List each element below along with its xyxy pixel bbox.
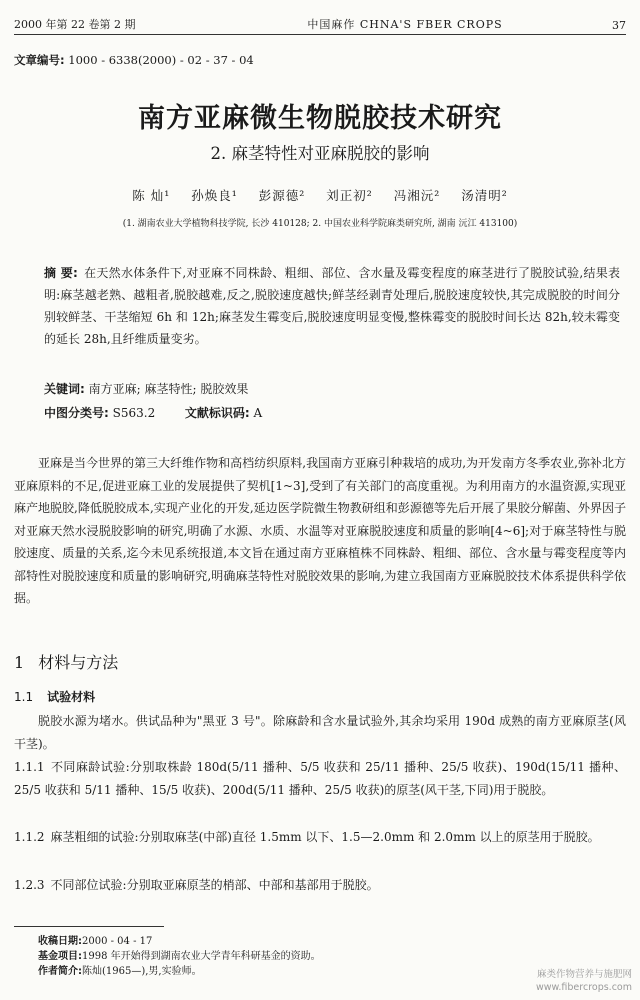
paragraph-number: 1.2.3	[14, 878, 45, 892]
paragraph-text: 不同部位试验:分别取亚麻原茎的梢部、中部和基部用于脱胶。	[50, 878, 379, 892]
clc-value: S563.2	[112, 406, 156, 420]
watermark-name: 麻类作物营养与施肥网	[536, 969, 632, 980]
page-number: 37	[612, 19, 626, 32]
author-list	[0, 186, 640, 204]
subsection-title: 试验材料	[47, 690, 96, 704]
keywords-text: 南方亚麻; 麻茎特性; 脱胶效果	[88, 382, 249, 396]
paragraph-text: 不同麻龄试验:分别取株龄 180d(5/11 播种、5/5 收获和 25/11 播种、25/5 收获)、190d(15/11 播种、25/5 收获和 5/11 播种、15/5 收获)、200d(5/11 播种、25/5 收获)的原茎(风干茎,下同)用于脱胶。	[14, 760, 626, 797]
doc-code-label: 文献标识码:	[184, 406, 250, 420]
author: 刘正初²	[326, 188, 373, 203]
material-paragraph: 脱胶水源为堵水。供试品种为"黑亚 3 号"。除麻龄和含水量试验外,其余均采用 190d 成熟的南方亚麻原茎(风干茎)。	[14, 714, 626, 751]
keywords-label: 关键词:	[44, 382, 85, 396]
journal-name: 中国麻作 CHNA'S FBER CROPS	[307, 18, 503, 31]
intro-paragraph: 亚麻是当今世界的第三大纤维作物和高档纺织原料,我国南方亚麻引种栽培的成功,为开发南方冬季农业,弥补北方亚麻原料的不足,促进亚麻工业的发展提供了契机[1~3],受到了有关部门的高度重视。为利用南方的水温资源,实现亚麻产地脱胶,降低脱胶成本,实现产业化的开发,延边医学院微生物教研组和彭源德等先后开展了果胶分解菌、外界因子对亚麻天然水浸脱胶影响的研究,明确了水源、水质、水温等对亚麻脱胶速度和质量的影响[4~6];对于麻茎特性与脱胶速度、质量的关系,迄今未见系统报道,本文旨在通过南方亚麻植株不同株龄、粗细、部位、含水量与霉变程度等内部特性对脱胶速度和质量的影响研究,明确麻茎特性对脱胶效果的影响,为建立我国南方亚麻脱胶技术体系提供科学依据。	[14, 456, 626, 605]
journal-issue: 2000 年第 22 卷第 2 期	[14, 18, 136, 31]
section-number: 1	[14, 653, 25, 672]
method-paragraph	[14, 826, 626, 849]
section-heading	[14, 650, 118, 673]
footnote: 收稿日期:2000 - 04 - 17	[38, 936, 153, 947]
running-header	[14, 12, 626, 35]
clc-label: 中图分类号:	[44, 406, 109, 420]
abstract-text: 在天然水体条件下,对亚麻不同株龄、粗细、部位、含水量及霉变程度的麻茎进行了脱胶试验,结果表明:麻茎越老熟、越粗者,脱胶越难,反之,脱胶速度越快;鲜茎经剥青处理后,脱胶速度较快,其完成脱胶的时间分别较鲜茎、干茎缩短 6h 和 12h;麻茎发生霉变后,脱胶速度明显变慢,整株霉变的脱胶时间长达 82h,较未霉变的延长 28h,且纤维质量变劣。	[44, 266, 620, 346]
footnote: 基金项目:1998 年开始得到湖南农业大学青年科研基金的资助。	[38, 951, 321, 962]
author: 冯湘沅²	[393, 188, 441, 203]
keywords	[44, 380, 620, 397]
abstract	[44, 262, 620, 350]
author: 孙焕良¹	[191, 188, 238, 203]
author-affiliation: (1. 湖南农业大学植物科技学院, 长沙 410128; 2. 中国农业科学院麻类研究所, 湖南 沅江 413100)	[122, 219, 518, 229]
article-number	[14, 52, 254, 68]
site-watermark	[536, 968, 632, 994]
doc-code-value: A	[253, 406, 263, 420]
footnotes	[38, 934, 321, 979]
classification	[44, 404, 262, 421]
author: 彭源德²	[258, 188, 306, 203]
paper-subtitle: 2. 麻茎特性对亚麻脱胶的影响	[210, 144, 430, 163]
paragraph-number: 1.1.1	[14, 760, 45, 774]
subsection-number: 1.1	[14, 690, 34, 704]
footnote: 作者简介:陈灿(1965—),男,实验师。	[38, 966, 202, 977]
watermark-url: www.fibercrops.com	[535, 982, 632, 993]
article-number-value: 1000 - 6338(2000) - 02 - 37 - 04	[68, 53, 254, 67]
footnote-divider	[14, 926, 164, 927]
paragraph-text: 麻茎粗细的试验:分别取麻茎(中部)直径 1.5mm 以下、1.5—2.0mm 和 2.0mm 以上的原茎用于脱胶。	[50, 830, 600, 844]
abstract-label: 摘 要:	[44, 266, 78, 280]
method-paragraph	[14, 874, 626, 897]
paragraph-number: 1.1.2	[14, 830, 45, 844]
subsection-heading	[14, 688, 95, 705]
article-number-label: 文章编号:	[14, 53, 65, 67]
author: 汤清明²	[461, 188, 508, 203]
author: 陈 灿¹	[132, 188, 171, 203]
paper-title: 南方亚麻微生物脱胶技术研究	[138, 103, 502, 134]
method-paragraph	[14, 756, 626, 801]
section-title: 材料与方法	[38, 653, 119, 672]
